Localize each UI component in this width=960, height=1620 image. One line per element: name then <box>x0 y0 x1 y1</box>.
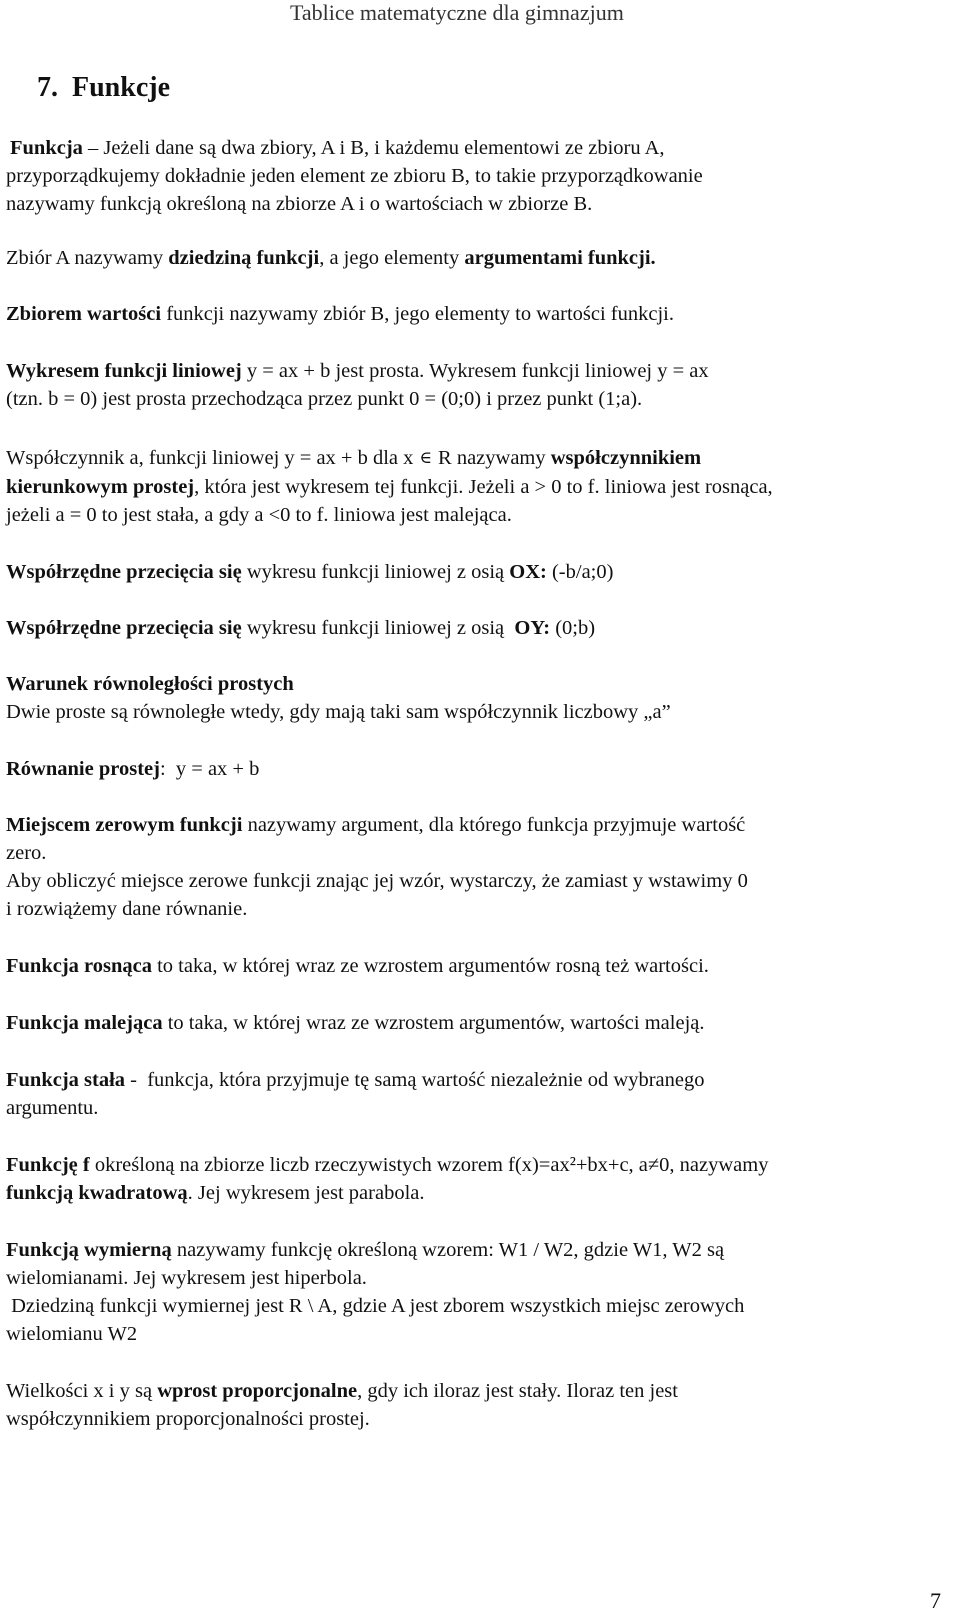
slope-term: kierunkowym prostej <box>6 476 195 498</box>
quadratic-paragraph <box>6 1151 946 1207</box>
rational-text: wielomianami. Jej wykresem jest hiperbola. <box>6 1267 367 1289</box>
intersection-value: (0;b) <box>550 617 596 639</box>
section-title <box>37 72 170 104</box>
definition-paragraph <box>6 134 950 218</box>
increasing-text: to taka, w której wraz ze wzrostem argumentów rosną też wartości. <box>151 955 709 977</box>
running-header: Tablice matematyczne dla gimnazjum <box>290 0 624 25</box>
constant-text: argumentu. <box>6 1097 99 1119</box>
quadratic-term: Funkcję f <box>6 1154 90 1176</box>
decreasing-term: Funkcja malejąca <box>6 1012 163 1034</box>
page-number: 7 <box>930 1588 941 1613</box>
intersection-value: (-b/a;0) <box>546 561 614 583</box>
slope-text: , która jest wykresem tej funkcji. Jeżeli a > 0 to f. liniowa jest rosnąca, <box>194 476 773 498</box>
element-of-symbol: ∈ <box>419 448 433 467</box>
domain-text: Zbiór A nazywamy <box>6 247 169 269</box>
constant-text: - funkcja, która przyjmuje tę samą wartość niezależnie od wybranego <box>125 1069 705 1091</box>
slope-paragraph <box>6 444 946 529</box>
axis-label: OY: <box>514 617 551 639</box>
domain-term: dziedziną funkcji <box>168 247 320 269</box>
range-paragraph <box>6 300 946 328</box>
proportional-text: , gdy ich iloraz jest stały. Iloraz ten jest <box>357 1380 678 1402</box>
proportional-term: wprost proporcjonalne <box>157 1380 358 1402</box>
rational-text: nazywamy funkcję określoną wzorem: W1 / W2, gdzie W1, W2 są <box>171 1239 725 1261</box>
intersection-term: Współrzędne przecięcia się <box>6 617 242 639</box>
parallel-text: Dwie proste są równoległe wtedy, gdy mają taki sam współczynnik liczbowy „a” <box>6 701 671 723</box>
parallel-heading: Warunek równoległości prostych <box>6 673 294 695</box>
domain-text: , a jego elementy <box>319 247 465 269</box>
range-term: Zbiorem wartości <box>6 303 162 325</box>
constant-term: Funkcja stała <box>6 1069 126 1091</box>
decreasing-paragraph <box>6 1009 946 1037</box>
zero-term: Miejscem zerowym funkcji <box>6 814 243 836</box>
quadratic-term: funkcją kwadratową <box>6 1182 188 1204</box>
zero-paragraph <box>6 811 946 923</box>
domain-paragraph <box>6 244 946 272</box>
equation-text: : y = ax + b <box>159 758 260 780</box>
rational-paragraph <box>6 1236 946 1348</box>
rational-term: Funkcją wymierną <box>6 1239 172 1261</box>
rational-text: wielomianu W2 <box>6 1323 138 1345</box>
zero-text: zero. <box>6 842 47 864</box>
constant-paragraph <box>6 1066 946 1122</box>
definition-term: Funkcja <box>10 137 83 159</box>
equation-paragraph <box>6 755 946 783</box>
graph-term: Wykresem funkcji liniowej <box>6 360 242 382</box>
quadratic-text: . Jej wykresem jest parabola. <box>187 1182 425 1204</box>
graph-text: (tzn. b = 0) jest prosta przechodząca przez punkt 0 = (0;0) i przez punkt (1;a). <box>6 388 643 410</box>
definition-text: przyporządkujemy dokładnie jeden element ze zbioru B, to takie przyporządkowanie <box>6 165 703 187</box>
proportional-text: Wielkości x i y są <box>6 1380 158 1402</box>
ox-intersection-paragraph <box>6 558 946 586</box>
graph-paragraph <box>6 357 946 413</box>
range-text: funkcji nazywamy zbiór B, jego elementy to wartości funkcji. <box>161 303 674 325</box>
definition-text: nazywamy funkcją określoną na zbiorze A i o wartościach w zbiorze B. <box>6 193 593 215</box>
parallel-paragraph <box>6 670 946 726</box>
slope-term: współczynnikiem <box>550 447 702 469</box>
slope-text: Współczynnik a, funkcji liniowej y = ax + b dla x <box>6 447 414 469</box>
axis-label: OX: <box>509 561 547 583</box>
oy-intersection-paragraph <box>6 614 946 642</box>
intersection-term: Współrzędne przecięcia się <box>6 561 242 583</box>
increasing-paragraph <box>6 952 946 980</box>
zero-text: Aby obliczyć miejsce zerowe funkcji znając jej wzór, wystarczy, że zamiast y wstawimy 0 <box>6 870 748 892</box>
zero-text: nazywamy argument, dla którego funkcja przyjmuje wartość <box>242 814 746 836</box>
slope-text: jeżeli a = 0 to jest stała, a gdy a <0 to f. liniowa jest malejąca. <box>6 504 512 526</box>
increasing-term: Funkcja rosnąca <box>6 955 152 977</box>
proportional-text: współczynnikiem proporcjonalności prostej. <box>6 1408 370 1430</box>
decreasing-text: to taka, w której wraz ze wzrostem argumentów, wartości maleją. <box>162 1012 705 1034</box>
intersection-text: wykresu funkcji liniowej z osią <box>241 617 515 639</box>
argument-term: argumentami funkcji. <box>464 247 656 269</box>
equation-term: Równanie prostej <box>6 758 160 780</box>
proportional-paragraph <box>6 1377 946 1433</box>
quadratic-text: określoną na zbiorze liczb rzeczywistych wzorem f(x)=ax²+bx+c, a≠0, nazywamy <box>89 1154 769 1176</box>
definition-text: – Jeżeli dane są dwa zbiory, A i B, i każdemu elementowi ze zbioru A, <box>82 137 665 159</box>
rational-text: Dziedziną funkcji wymiernej jest R \ A, gdzie A jest zborem wszystkich miejsc zerowych <box>6 1295 745 1317</box>
slope-text: R nazywamy <box>438 447 551 469</box>
graph-text: y = ax + b jest prosta. Wykresem funkcji liniowej y = ax <box>241 360 709 382</box>
intersection-text: wykresu funkcji liniowej z osią <box>241 561 510 583</box>
zero-text: i rozwiążemy dane równanie. <box>6 898 248 920</box>
section-number: 7. <box>37 72 58 103</box>
section-name: Funkcje <box>72 72 170 103</box>
